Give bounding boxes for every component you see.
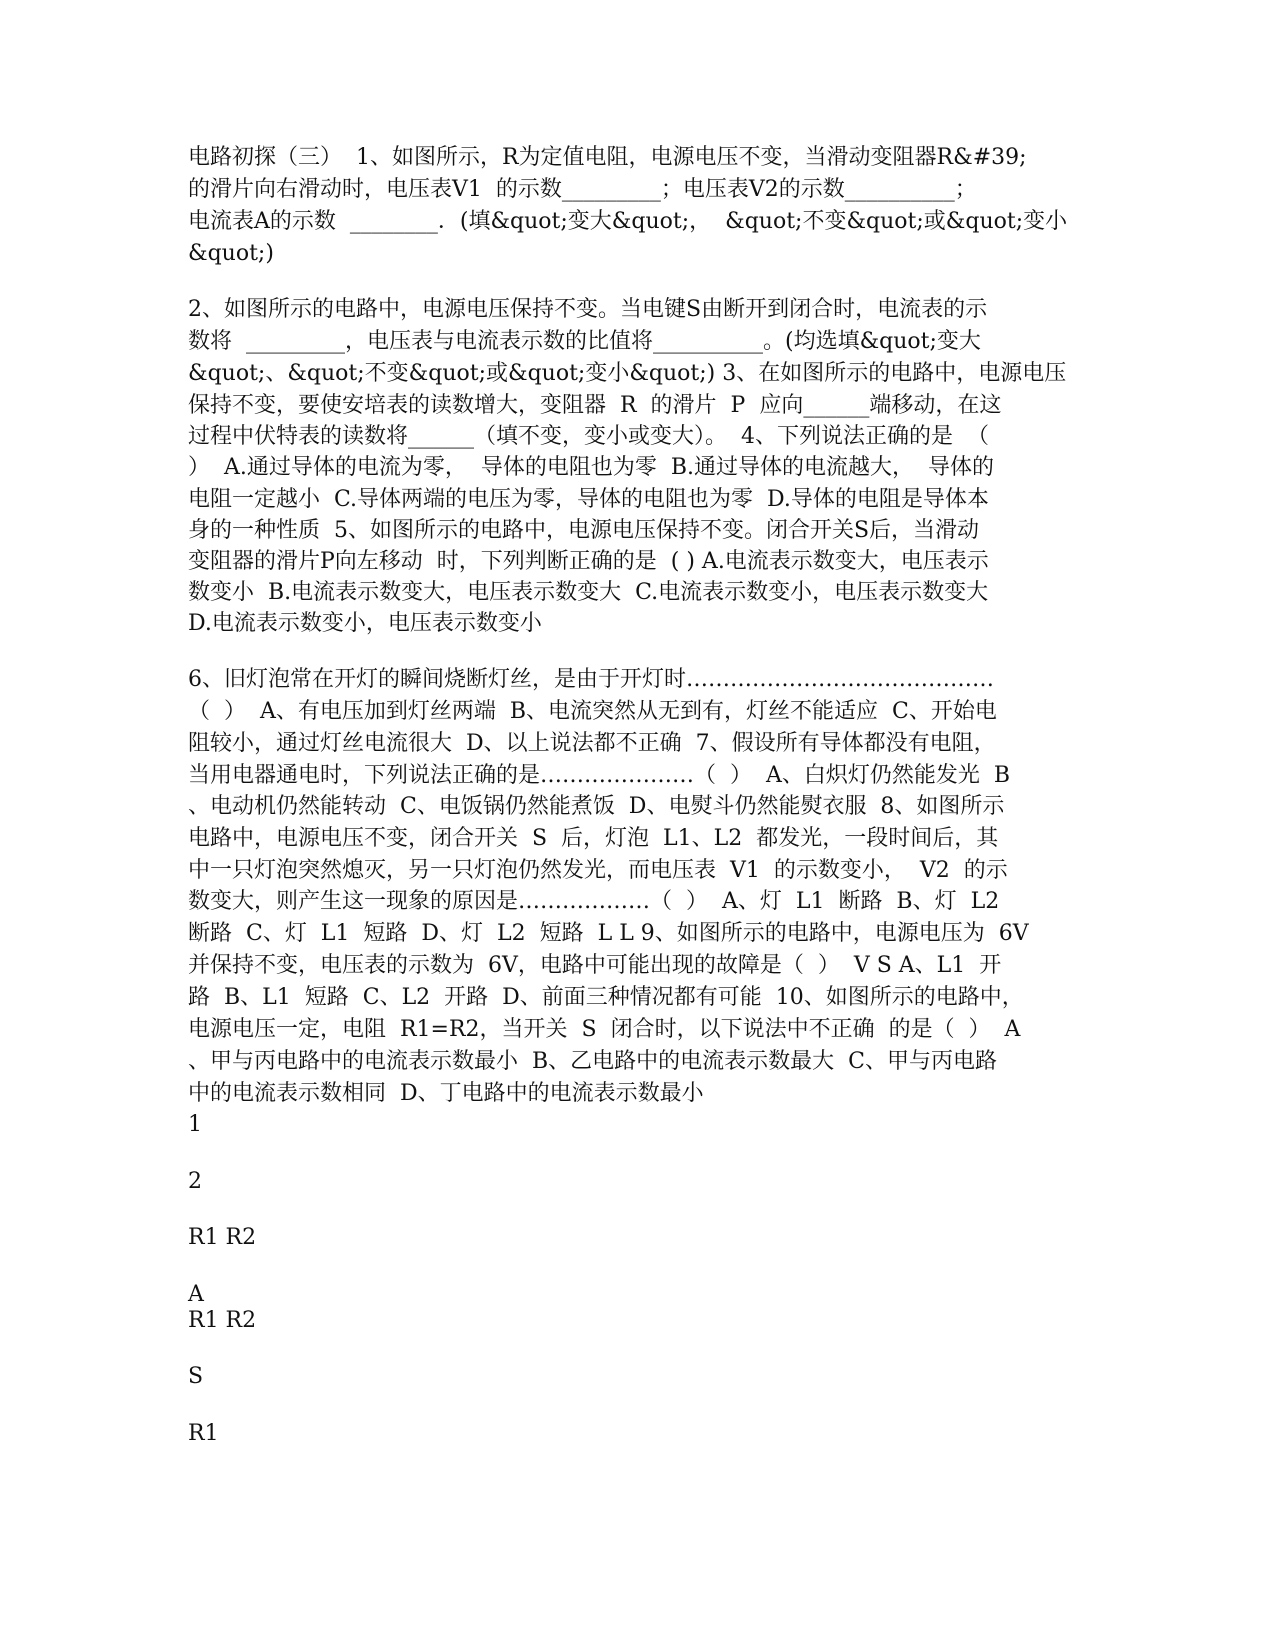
text-line: 断路 C、灯 L1 短路 D、灯 L2 短路 L L 9、如图所示的电路中，电源电压为 6V xyxy=(188,921,1029,946)
text-line: 、电动机仍然能转动 C、电饭锅仍然能煮饭 D、电熨斗仍然能熨衣服 8、如图所示 xyxy=(188,794,1005,819)
text-line: 数变大，则产生这一现象的原因是………………（ ） A、灯 L1 断路 B、灯 L2 xyxy=(188,889,1000,914)
text-line: 保持不变，要使安培表的读数增大，变阻器 R 的滑片 P 应向______端移动，在这 xyxy=(188,393,1002,418)
figure-label: R1 R2 xyxy=(188,1225,257,1250)
text-line: 数变小 B.电流表示数变大，电压表示数变大 C.电流表示数变小，电压表示数变大 xyxy=(188,580,989,605)
text-line: 身的一种性质 5、如图所示的电路中，电源电压保持不变。闭合开关S后，当滑动 xyxy=(188,518,980,543)
text-line: 电流表A的示数 ________．(填&quot;变大&quot;， &quot;不变&quot;或&quot;变小 xyxy=(188,209,1068,234)
text-line: 中的电流表示数相同 D、丁电路中的电流表示数最小 xyxy=(188,1081,704,1106)
text-line: 、甲与丙电路中的电流表示数最小 B、乙电路中的电流表示数最大 C、甲与丙电路 xyxy=(188,1049,997,1074)
text-line: 并保持不变，电压表的示数为 6V，电路中可能出现的故障是（ ） V S A、L1 开 xyxy=(188,953,1002,978)
text-line: 2、如图所示的电路中，电源电压保持不变。当电键S由断开到闭合时，电流表的示 xyxy=(188,297,988,322)
text-line: ） A.通过导体的电流为零， 导体的电阻也为零 B.通过导体的电流越大， 导体的 xyxy=(188,455,994,480)
text-line: 当用电器通电时，下列说法正确的是…………………（ ） A、白炽灯仍然能发光 B xyxy=(188,763,1011,788)
text-line: &quot;、&quot;不变&quot;或&quot;变小&quot;) 3、在如图所示的电路中，电源电压 xyxy=(188,361,1067,386)
text-line: 数将 _________，电压表与电流表示数的比值将__________。(均选填&quot;变大 xyxy=(188,329,981,354)
figure-label: 2 xyxy=(188,1169,202,1194)
text-line: 6、旧灯泡常在开灯的瞬间烧断灯丝，是由于开灯时…………………………………… xyxy=(188,667,994,692)
text-line: 阻较小，通过灯丝电流很大 D、以上说法都不正确 7、假设所有导体都没有电阻， xyxy=(188,731,996,756)
figure-label: 1 xyxy=(188,1112,202,1137)
figure-label: A xyxy=(188,1282,204,1307)
text-line: （ ） A、有电压加到灯丝两端 B、电流突然从无到有，灯丝不能适应 C、开始电 xyxy=(188,699,997,724)
text-line: 电路初探（三） 1、如图所示，R为定值电阻，电源电压不变，当滑动变阻器R&#39; xyxy=(188,145,1027,170)
text-line: 中一只灯泡突然熄灭，另一只灯泡仍然发光，而电压表 V1 的示数变小， V2 的示 xyxy=(188,858,1008,883)
text-line: 电阻一定越小 C.导体两端的电压为零，导体的电阻也为零 D.导体的电阻是导体本 xyxy=(188,487,989,512)
figure-label: R1 xyxy=(188,1421,219,1446)
text-line: 变阻器的滑片P向左移动 时，下列判断正确的是 ( ) A.电流表示数变大，电压表示 xyxy=(188,549,989,574)
figure-label: S xyxy=(188,1364,204,1389)
text-line: 的滑片向右滑动时，电压表V1 的示数_________；电压表V2的示数__________； xyxy=(188,177,977,202)
text-line: D.电流表示数变小，电压表示数变小 xyxy=(188,611,542,636)
text-line: &quot;) xyxy=(188,241,274,266)
figure-label: R1 R2 xyxy=(188,1308,257,1333)
text-line: 电源电压一定，电阻 R1=R2，当开关 S 闭合时，以下说法中不正确 的是（ ） A xyxy=(188,1017,1021,1042)
text-line: 电路中，电源电压不变，闭合开关 S 后，灯泡 L1、L2 都发光，一段时间后，其 xyxy=(188,826,999,851)
text-line: 路 B、L1 短路 C、L2 开路 D、前面三种情况都有可能 10、如图所示的电路中， xyxy=(188,985,1024,1010)
text-line: 过程中伏特表的读数将______（填不变，变小或变大）。 4、下列说法正确的是 （ xyxy=(188,424,989,449)
